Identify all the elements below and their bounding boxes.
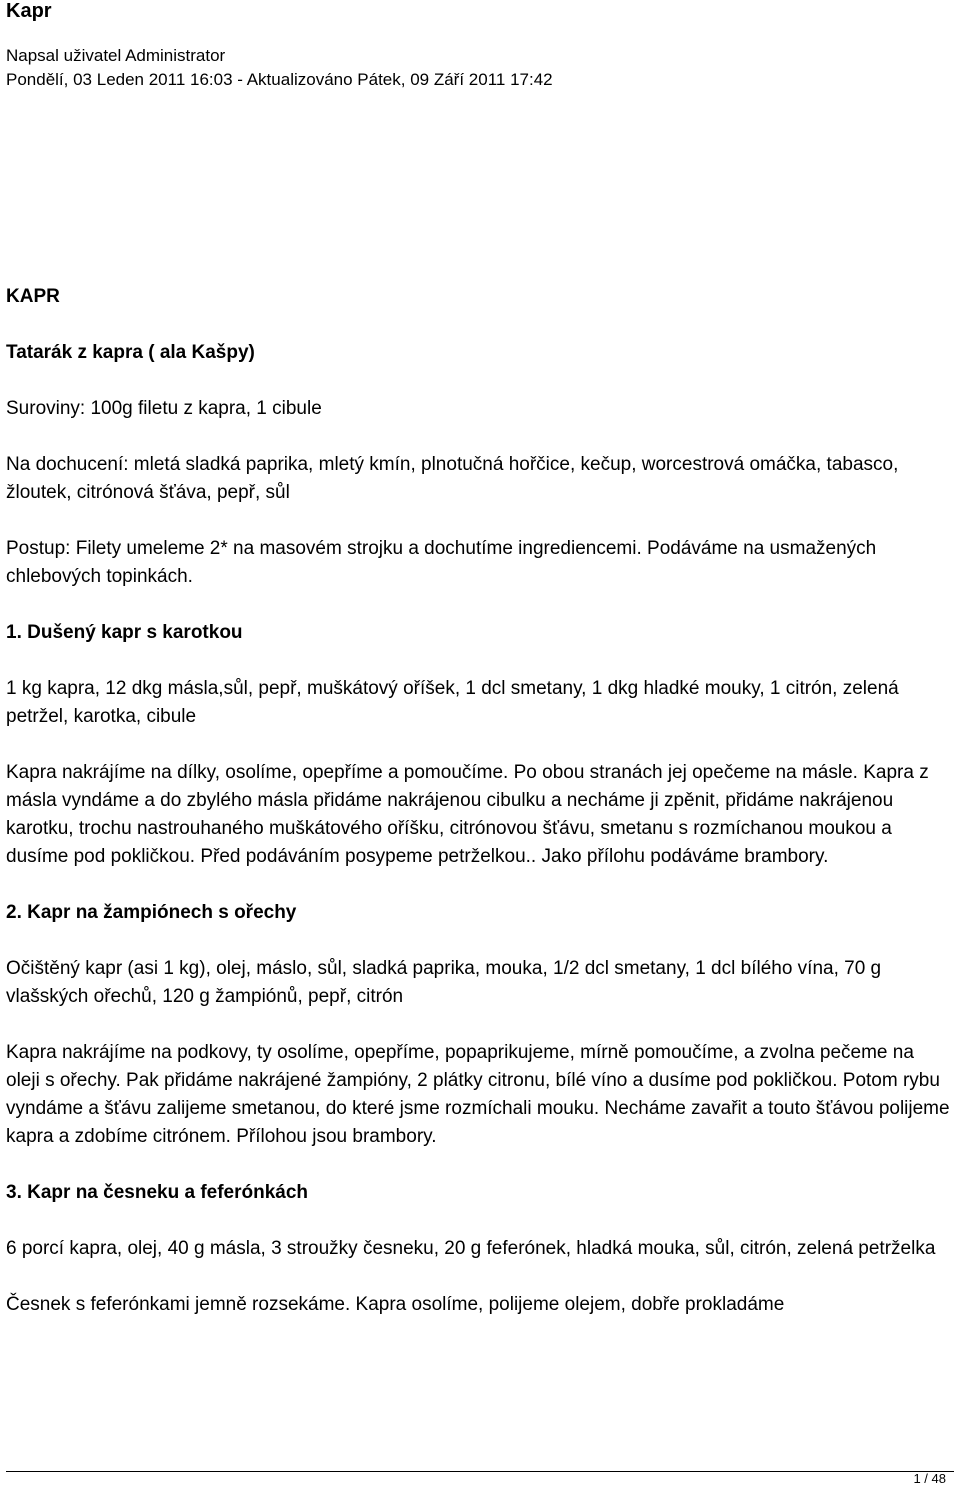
recipe-method: Kapra nakrájíme na podkovy, ty osolíme, opepříme, popaprikujeme, mírně pomoučíme, a zvolna pečeme na oleji s ořechy. Pak přidáme nakrájené žampióny, 2 plátky citronu, bílé víno a dusíme pod pokličkou. Potom rybu vyndáme a šťávu zalijeme smetanou, do které jsme rozmíchali mouku. Necháme zavařit a touto šťávou polijeme kapra a zdobíme citrónem. Přílohou jsou brambory. <box>6 1042 950 1147</box>
recipe-title: Tatarák z kapra ( ala Kašpy) <box>6 342 255 363</box>
page-title: Kapr <box>6 0 52 22</box>
date-line: Pondělí, 03 Leden 2011 16:03 - Aktualizováno Pátek, 09 Září 2011 17:42 <box>6 70 553 89</box>
recipe-ingredients: 1 kg kapra, 12 dkg másla,sůl, pepř, muškátový oříšek, 1 dcl smetany, 1 dkg hladké mouky, 1 citrón, zelená petržel, karotka, cibule <box>6 678 899 727</box>
footer-divider <box>6 1471 954 1472</box>
recipe-ingredients: Suroviny: 100g filetu z kapra, 1 cibule <box>6 398 322 419</box>
recipe-title: 3. Kapr na česneku a feferónkách <box>6 1182 309 1203</box>
article-heading: KAPR <box>6 286 60 307</box>
recipe-seasoning: Na dochucení: mletá sladká paprika, mletý kmín, plnotučná hořčice, kečup, worcestrová omáčka, tabasco, žloutek, citrónová šťáva, pepř, sůl <box>6 454 899 503</box>
author-line: Napsal uživatel Administrator <box>6 46 226 65</box>
recipe-ingredients: 6 porcí kapra, olej, 40 g másla, 3 stroužky česneku, 20 g feferónek, hladká mouka, sůl, citrón, zelená petrželka <box>6 1238 936 1259</box>
recipe-method: Česnek s feferónkami jemně rozsekáme. Kapra osolíme, polijeme olejem, dobře prokladáme <box>6 1294 785 1315</box>
recipe-title: 1. Dušený kapr s karotkou <box>6 622 243 643</box>
recipe-title: 2. Kapr na žampiónech s ořechy <box>6 902 297 923</box>
article-meta <box>6 44 553 92</box>
article-body <box>6 283 951 1347</box>
page-number: 1 / 48 <box>913 1471 946 1486</box>
recipe-method: Kapra nakrájíme na dílky, osolíme, opepříme a pomoučíme. Po obou stranách jej opečeme na másle. Kapra z másla vyndáme a do zbylého másla přidáme nakrájenou cibulku a necháme ji zpěnit, přidáme nakrájenou karotku, trochu nastrouhaného muškátového oříšku, citrónovou šťávu, smetanu s rozmíchanou moukou a dusíme pod pokličkou. Před podáváním posypeme petrželkou.. Jako přílohu podáváme brambory. <box>6 762 929 867</box>
recipe-ingredients: Očištěný kapr (asi 1 kg), olej, máslo, sůl, sladká paprika, mouka, 1/2 dcl smetany, 1 dcl bílého vína, 70 g vlašských ořechů, 120 g žampiónů, pepř, citrón <box>6 958 882 1007</box>
recipe-method: Postup: Filety umeleme 2* na masovém strojku a dochutíme ingrediencemi. Podáváme na usmažených chlebových topinkách. <box>6 538 877 587</box>
